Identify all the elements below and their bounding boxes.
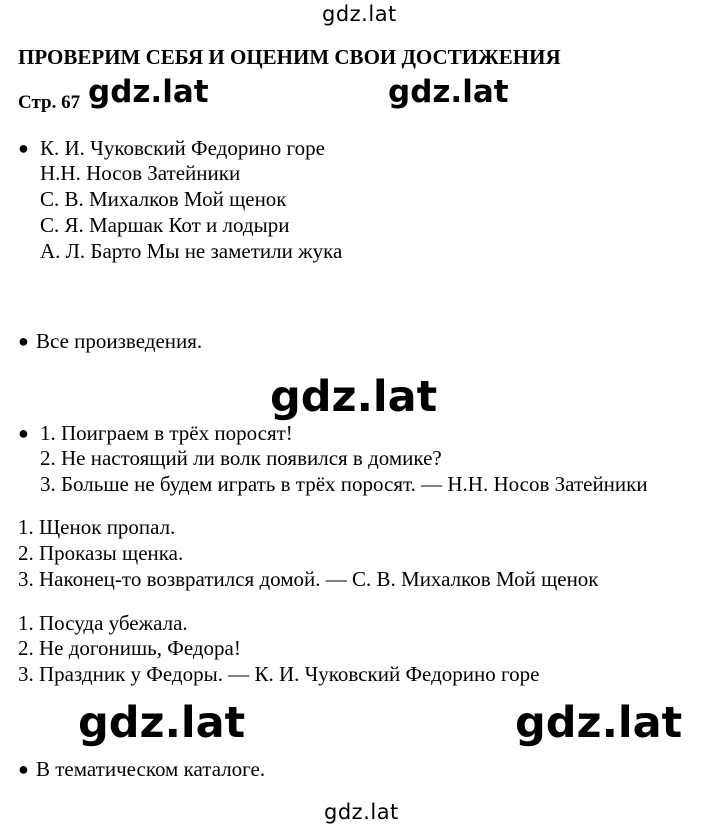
list-item: 3. Больше не будем играть в трёх поросят. — Н.Н. Носов Затейники bbox=[40, 472, 648, 496]
list-item: С. Я. Маршак Кот и лодыри bbox=[40, 213, 290, 237]
page-title: ПРОВЕРИМ СЕБЯ И ОЦЕНИМ СВОИ ДОСТИЖЕНИЯ bbox=[18, 45, 561, 69]
list-item: 3. Праздник у Федоры. — К. И. Чуковский Федорино горе bbox=[18, 662, 540, 686]
watermark-top: gdz.lat bbox=[322, 2, 397, 26]
watermark-left-lower: gdz.lat bbox=[78, 698, 246, 748]
bullet: ● bbox=[18, 138, 29, 158]
bullet: ● bbox=[18, 423, 29, 443]
answer-text: Все произведения. bbox=[36, 329, 203, 353]
list-item: Н.Н. Носов Затейники bbox=[40, 161, 241, 185]
list-item: 2. Не догонишь, Федора! bbox=[18, 636, 241, 660]
watermark-right-upper: gdz.lat bbox=[388, 74, 509, 110]
answer-text: В тематическом каталоге. bbox=[36, 757, 266, 781]
list-item: 1. Посуда убежала. bbox=[18, 611, 188, 635]
watermark-left-upper: gdz.lat bbox=[88, 74, 209, 110]
bullet: ● bbox=[18, 331, 29, 351]
list-item: А. Л. Барто Мы не заметили жука bbox=[40, 239, 343, 263]
watermark-center: gdz.lat bbox=[270, 372, 438, 422]
list-item: С. В. Михалков Мой щенок bbox=[40, 187, 287, 211]
list-item: К. И. Чуковский Федорино горе bbox=[40, 136, 325, 160]
watermark-right-lower: gdz.lat bbox=[515, 698, 683, 748]
bullet: ● bbox=[18, 759, 29, 779]
list-item: 1. Щенок пропал. bbox=[18, 515, 176, 539]
list-item: 2. Не настоящий ли волк появился в домике? bbox=[40, 446, 442, 470]
list-item: 3. Наконец-то возвратился домой. — С. В. Михалков Мой щенок bbox=[18, 567, 599, 591]
list-item: 1. Поиграем в трёх поросят! bbox=[40, 421, 293, 445]
page-number: Стр. 67 bbox=[18, 92, 81, 113]
watermark-bottom: gdz.lat bbox=[324, 800, 399, 824]
list-item: 2. Проказы щенка. bbox=[18, 541, 184, 565]
